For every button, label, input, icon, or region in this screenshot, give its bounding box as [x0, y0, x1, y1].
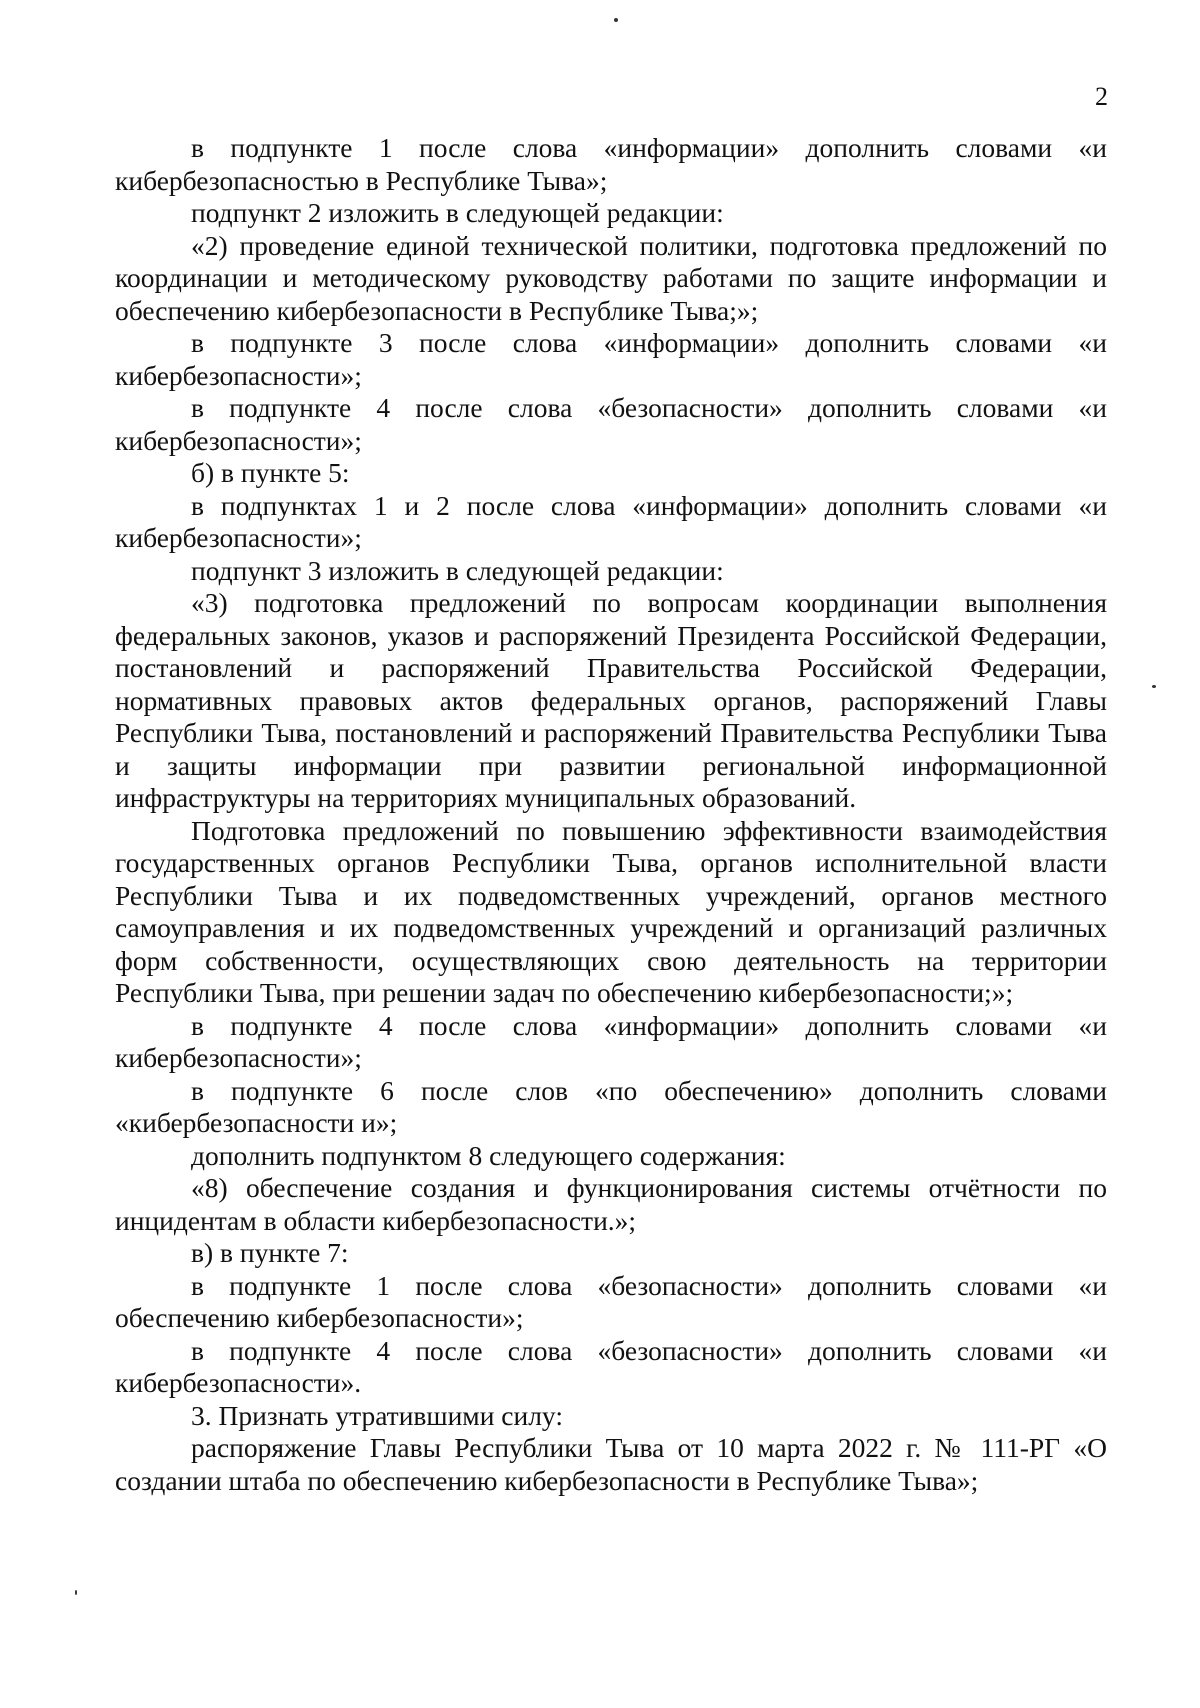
- paragraph: в подпункте 4 после слова «безопасности» дополнить словами «и кибербезопасности»;: [115, 392, 1107, 456]
- paragraph: дополнить подпунктом 8 следующего содержания:: [191, 1139, 786, 1171]
- paragraph: подпункт 2 изложить в следующей редакции:: [191, 197, 724, 228]
- paragraph: «8) обеспечение создания и функционирования системы отчётности по инцидентам в области кибербезопасности.»;: [115, 1172, 1107, 1236]
- paragraph: Подготовка предложений по повышению эффективности взаимодействия государственных органов Республики Тыва, органов исполнительной власти Республики Тыва и их подведомственных учреждений, органов местного самоуправления и их подведомственных учреждений и организаций различных форм собственности, осуществляющих свою деятельность на территории Республики Тыва, при решении задач по обеспечению кибербезопасности;»;: [115, 814, 1107, 1008]
- paragraph: «3) подготовка предложений по вопросам координации выполнения федеральных законов, указов и распоряжений Президента Российской Федерации, постановлений и распоряжений Правительства Российской Федерации, нормативных правовых актов федеральных органов, распоряжений Главы Республики Тыва, постановлений и распоряжений Правительства Республики Тыва и защиты информации при развитии региональной информационной инфраструктуры на территориях муниципальных образований.: [115, 587, 1107, 813]
- paragraph: 3. Признать утратившими силу:: [191, 1399, 563, 1431]
- paragraph: «2) проведение единой технической политики, подготовка предложений по координации и методическому руководству работами по защите информации и обеспечению кибербезопасности в Республике Тыва;»;: [115, 229, 1107, 326]
- scan-speck: [614, 18, 618, 22]
- paragraph: в подпункте 3 после слова «информации» дополнить словами «и кибербезопасности»;: [115, 327, 1107, 391]
- paragraph: б) в пункте 5:: [191, 457, 350, 488]
- scan-speck: [1152, 685, 1156, 688]
- paragraph: в подпункте 6 после слов «по обеспечению» дополнить словами «кибербезопасности и»;: [115, 1074, 1107, 1138]
- paragraph: подпункт 3 изложить в следующей редакции:: [191, 554, 724, 586]
- scan-speck: [75, 1590, 77, 1595]
- paragraph: в подпунктах 1 и 2 после слова «информации» дополнить словами «и кибербезопасности»;: [115, 489, 1107, 553]
- paragraph: в подпункте 4 после слова «информации» дополнить словами «и кибербезопасности»;: [115, 1009, 1107, 1073]
- document-body: [115, 132, 1107, 1497]
- paragraph: в подпункте 4 после слова «безопасности» дополнить словами «и кибербезопасности».: [115, 1334, 1107, 1398]
- page-number: 2: [1095, 82, 1108, 111]
- paragraph: в подпункте 1 после слова «информации» дополнить словами «и кибербезопасностью в Республике Тыва»;: [115, 132, 1107, 196]
- paragraph: в) в пункте 7:: [191, 1237, 349, 1268]
- paragraph: в подпункте 1 после слова «безопасности» дополнить словами «и обеспечению кибербезопасности»;: [115, 1269, 1107, 1333]
- paragraph: распоряжение Главы Республики Тыва от 10 марта 2022 г. № 111-РГ «О создании штаба по обеспечению кибербезопасности в Республике Тыва»;: [115, 1432, 1107, 1496]
